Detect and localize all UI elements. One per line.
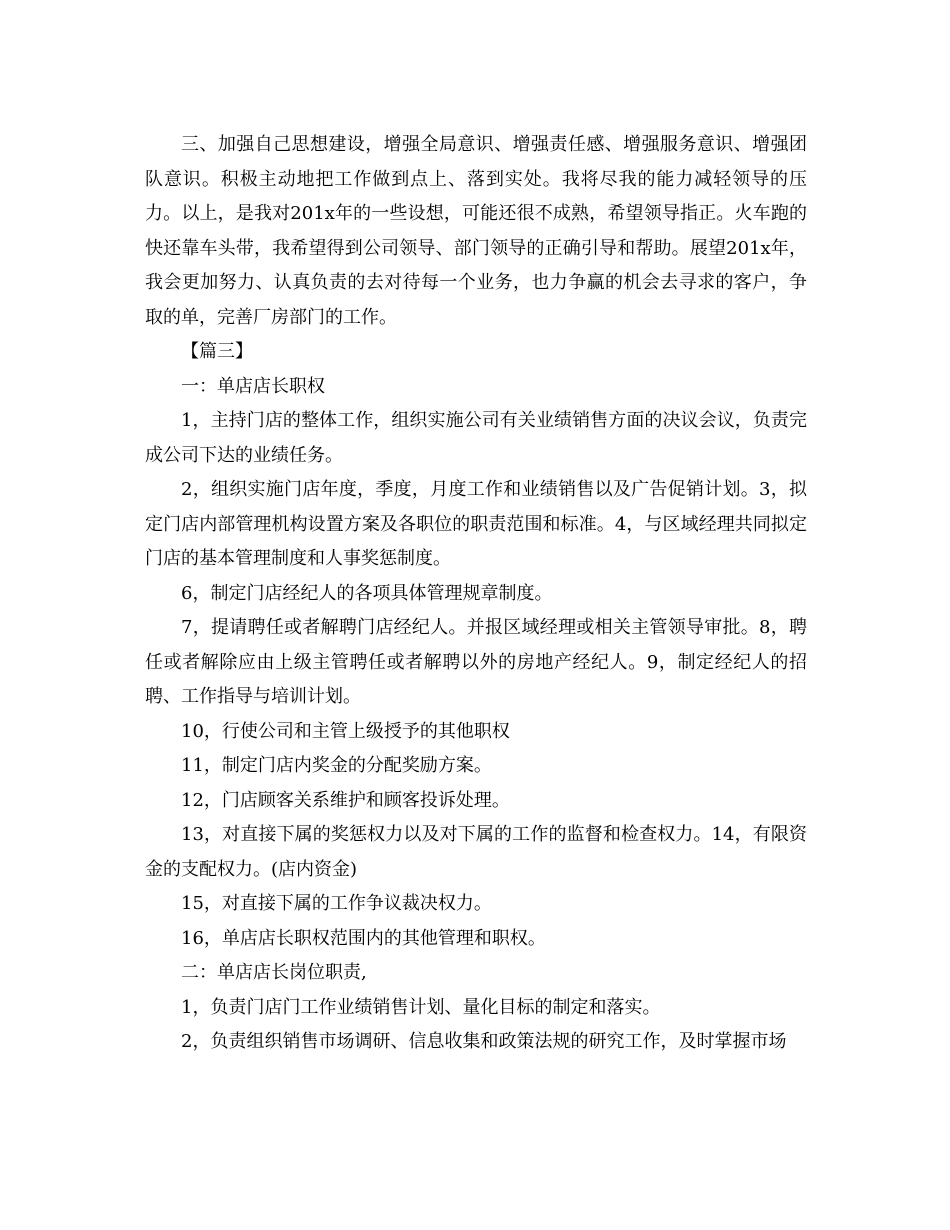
paragraph-item-12: 12，门店顾客关系维护和顾客投诉处理。 bbox=[181, 789, 510, 811]
paragraph-duty-2: 2，负责组织销售市场调研、信息收集和政策法规的研究工作，及时掌握市场 bbox=[181, 1031, 787, 1052]
paragraph-item-16: 16，单店店长职权范围内的其他管理和职权。 bbox=[181, 927, 546, 949]
paragraph-item-1: 1，主持门店的整体工作，组织实施公司有关业绩销售方面的决议会议，负责完成公司下达的业绩任务。 bbox=[145, 410, 807, 466]
paragraph-item-10: 10，行使公司和主管上级授予的其他职权 bbox=[181, 720, 510, 742]
paragraph-item-11: 11，制定门店内奖金的分配奖励方案。 bbox=[181, 755, 492, 776]
paragraph-item-15: 15，对直接下属的工作争议裁决权力。 bbox=[181, 893, 492, 914]
heading-store-manager-authority: 一：单店店长职权 bbox=[181, 375, 325, 397]
paragraph-duty-1: 1，负责门店门工作业绩销售计划、量化目标的制定和落实。 bbox=[181, 996, 661, 1018]
paragraph-section-three: 三、加强自己思想建设，增强全局意识、增强责任感、增强服务意识、增强团队意识。积极主动地把工作做到点上、落到实处。我将尽我的能力减轻领导的压力。以上，是我对201x年的一些设想，可能还很不成熟，希望领导指正。火车跑的快还靠车头带，我希望得到公司领导、部门领导的正确引导和帮助。展望201x年，我会更加努力、认真负责的去对待每一个业务，也力争赢的机会去寻求的客户，争取的单，完善厂房部门的工作。 bbox=[145, 134, 807, 328]
heading-part-three: 【篇三】 bbox=[181, 341, 253, 362]
document-body bbox=[145, 128, 807, 1060]
paragraph-item-6: 6，制定门店经纪人的各项具体管理规章制度。 bbox=[181, 582, 553, 604]
heading-store-manager-duties: 二：单店店长岗位职责, bbox=[181, 962, 367, 983]
paragraph-item-7-9: 7，提请聘任或者解聘门店经纪人。并报区域经理或相关主管领导审批。8，聘任或者解除应由上级主管聘任或者解聘以外的房地产经纪人。9，制定经纪人的招聘、工作指导与培训计划。 bbox=[145, 617, 807, 707]
paragraph-item-13-14: 13，对直接下属的奖惩权力以及对下属的工作的监督和检查权力。14，有限资金的支配权力。(店内资金) bbox=[145, 824, 807, 880]
paragraph-item-2-4: 2，组织实施门店年度，季度，月度工作和业绩销售以及广告促销计划。3，拟定门店内部管理机构设置方案及各职位的职责范围和标准。4，与区域经理共同拟定门店的基本管理制度和人事奖惩制度。 bbox=[145, 479, 807, 569]
